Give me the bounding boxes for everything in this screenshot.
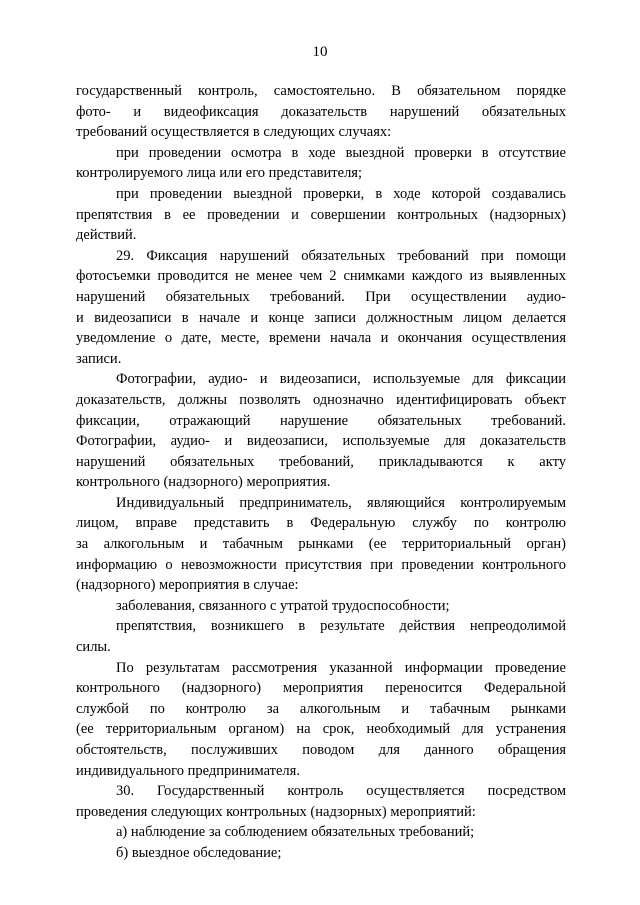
text-line: лицом, вправе представить в Федеральную службу по контролю [76,515,566,532]
text-line: записи. [76,350,122,367]
text-line: силы. [76,639,111,656]
text-line: за алкогольным и табачным рынками (ее территориальный орган) [76,536,566,553]
text-line: б) выездное обследование; [116,844,282,861]
text-line: контрольного (надзорного) мероприятия переносится Федеральной [76,680,566,697]
text-line: нарушений обязательных требований, прикладываются к акту [76,453,566,470]
text-line: препятствия в ее проведении и совершении контрольных (надзорных) [76,206,566,223]
text-line: 29. Фиксация нарушений обязательных требований при помощи [116,247,566,264]
text-line: По результатам рассмотрения указанной информации проведение [116,659,566,676]
text-line: государственный контроль, самостоятельно. В обязательном порядке [76,83,566,99]
text-line: (надзорного) мероприятия в случае: [76,577,299,594]
text-line: при проведении осмотра в ходе выездной проверки в отсутствие [116,144,566,161]
document-body [76,81,566,864]
text-line: Индивидуальный предприниматель, являющийся контролируемым [116,494,566,511]
text-line: проведения следующих контрольных (надзорных) мероприятий: [76,803,476,820]
page-number: 10 [312,44,328,60]
text-line: доказательств, должны позволять однозначно идентифицировать объект [76,391,566,408]
text-line: информацию о невозможности присутствия при проведении контрольного [76,556,566,573]
text-line: (ее территориальным органом) на срок, необходимый для устранения [76,721,566,738]
text-line: фотосъемки проводится не менее чем 2 снимками каждого из выявленных [76,268,566,285]
text-line: и видеозаписи в начале и конце записи должностным лицом делается [76,309,566,326]
text-line: службой по контролю за алкогольным и табачным рынками [76,700,566,717]
text-line: индивидуального предпринимателя. [76,762,300,779]
text-line: контролируемого лица или его представителя; [76,165,362,182]
text-line: контрольного (надзорного) мероприятия. [76,474,331,491]
text-line: Фотографии, аудио- и видеозаписи, используемые для доказательств [76,433,566,450]
text-line: обстоятельств, послуживших поводом для данного обращения [76,742,566,758]
text-line: Фотографии, аудио- и видеозаписи, используемые для фиксации [116,371,566,388]
text-line: фото- и видеофиксация доказательств нарушений обязательных [76,103,566,120]
text-line: требований осуществляется в следующих случаях: [76,124,392,141]
text-line: заболевания, связанного с утратой трудоспособности; [116,597,450,614]
text-line: препятствия, возникшего в результате действия непреодолимой [116,618,566,635]
text-line: действий. [76,227,137,244]
text-line: нарушений обязательных требований. При осуществлении аудио- [76,288,566,305]
text-line: при проведении выездной проверки, в ходе которой создавались [116,185,566,202]
text-line: 30. Государственный контроль осуществляется посредством [116,783,566,800]
text-line: а) наблюдение за соблюдением обязательных требований; [116,824,475,841]
text-line: уведомление о дате, месте, времени начала и окончания осуществления [76,330,566,347]
text-line: фиксации, отражающий нарушение обязательных требований. [76,412,566,429]
